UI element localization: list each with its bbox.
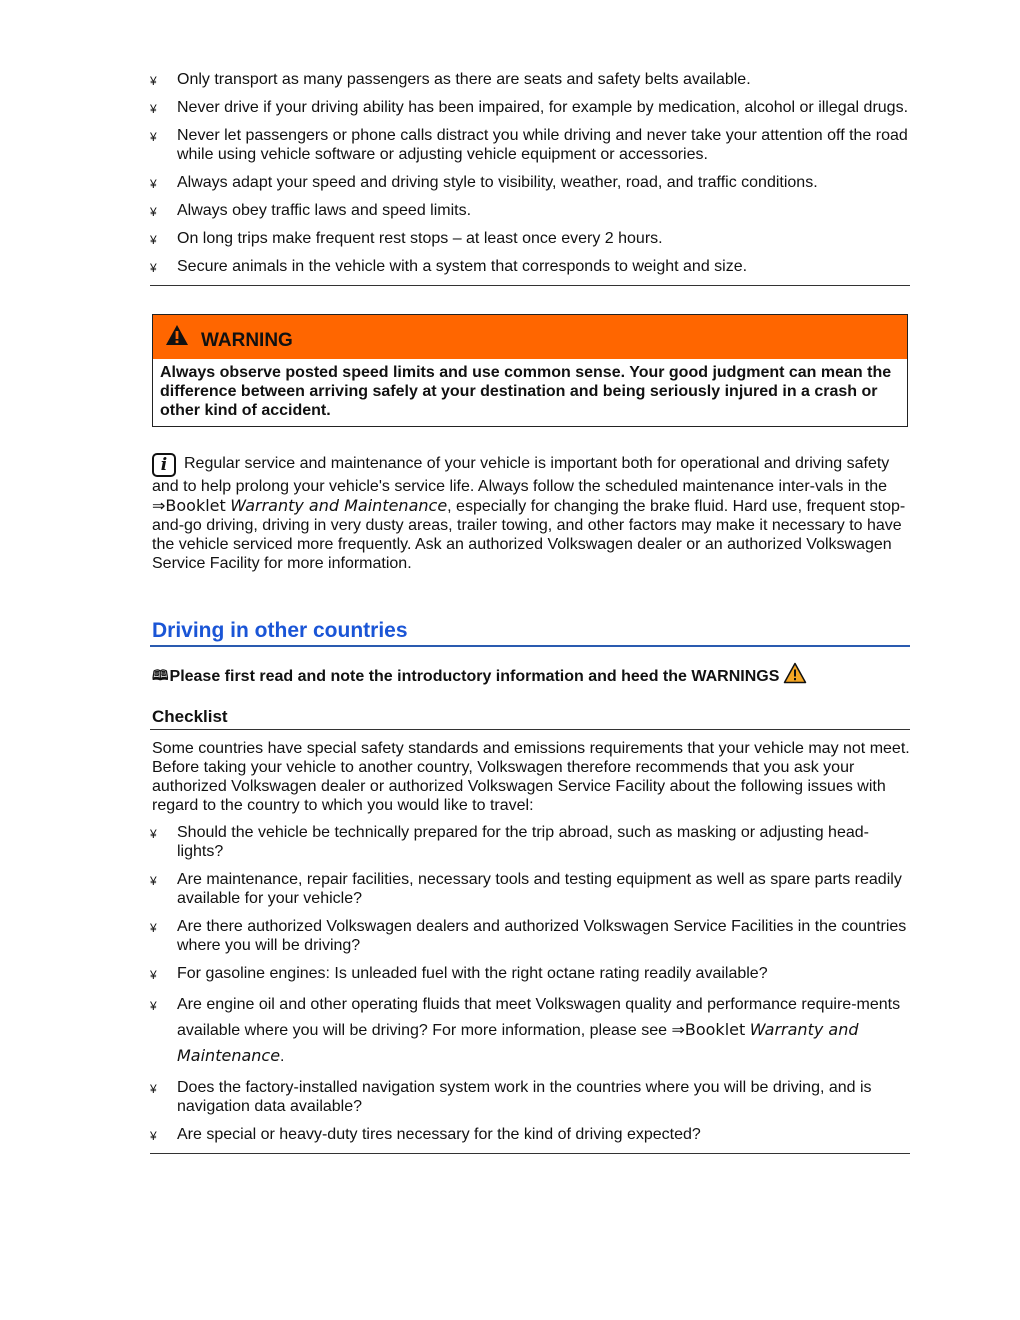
warning-triangle-icon [165,324,189,346]
cross-reference-arrow: ⇒ [152,498,166,515]
bullet-marker: ¥ [150,102,157,116]
bullet-marker: ¥ [150,999,157,1013]
list-item: ¥ Never let passengers or phone calls distract you while driving and never take your attention off the road while using vehicle software or adjusting vehicle equipment or accessories. [150,127,908,163]
warning-triangle-icon [783,662,807,684]
cross-reference-arrow: ⇒ [671,1022,685,1039]
list-item: ¥ Are engine oil and other operating fluids that meet Volkswagen quality and performance require-ments available where you will be driving? For more information, please see ⇒Booklet Warranty and Maintenance. [150,996,901,1065]
bullet-marker: ¥ [150,1082,157,1096]
warning-title: WARNING [201,330,293,351]
bullet-marker: ¥ [150,827,157,841]
warning-header [153,315,907,359]
checklist-heading: Checklist [150,707,910,730]
list-item: ¥ For gasoline engines: Is unleaded fuel with the right octane rating readily available? [150,964,910,983]
bullet-marker: ¥ [150,74,157,88]
list-item: ¥ Does the factory-installed navigation system work in the countries where you will be driving, and is navigation data available? [150,1079,872,1115]
list-item: ¥ Always adapt your speed and driving style to visibility, weather, road, and traffic conditions. [150,173,910,192]
list-item: ¥ Only transport as many passengers as there are seats and safety belts available. [150,70,910,89]
safety-bullet-list [150,70,910,276]
list-item: ¥ Are maintenance, repair facilities, necessary tools and testing equipment as well as spare parts readily available for your vehicle? [150,871,902,907]
bullet-marker: ¥ [150,233,157,247]
cross-reference-book: Booklet [165,496,226,515]
info-icon: i [152,453,176,477]
bullet-marker: ¥ [150,968,157,982]
warning-box [152,314,908,427]
list-item: ¥ On long trips make frequent rest stops – at least once every 2 hours. [150,229,910,248]
bullet-marker: ¥ [150,874,157,888]
list-item: ¥ Never drive if your driving ability has been impaired, for example by medication, alcohol or illegal drugs. [150,98,910,117]
bullet-marker: ¥ [150,130,157,144]
book-icon: 🕮 [152,667,169,683]
page-content [150,70,910,1154]
bullet-marker: ¥ [150,205,157,219]
list-item: ¥ Are special or heavy-duty tires necessary for the kind of driving expected? [150,1125,910,1144]
checklist [150,823,910,1144]
list-item: ¥ Are there authorized Volkswagen dealers and authorized Volkswagen Service Facilities in the countries where you will be driving? [150,918,907,954]
list-item: ¥ Secure animals in the vehicle with a system that corresponds to weight and size. [150,257,910,276]
service-note: i Regular service and maintenance of your vehicle is important both for operational and driving safety and to help prolong your vehicle's service life. Always follow the scheduled maintenance inter-vals in the ⇒Booklet Warranty and Maintenance, especially for changing the brake fluid. Hard use, frequent stop-and-go driving, driving in very dusty areas, trailer towing, and other factors may make it necessary to have the vehicle serviced more frequently. Ask an authorized Volkswagen dealer or an authorized Volkswagen Service Facility for more information. [152,455,906,572]
list-item: ¥ Should the vehicle be technically prepared for the trip abroad, such as masking or adjusting head-lights? [150,824,869,860]
cross-reference-title: Warranty and Maintenance [177,1020,859,1065]
warning-text: Always observe posted speed limits and use common sense. Your good judgment can mean the difference between arriving safely at your destination and being seriously injured in a crash or other kind of accident. [160,364,892,419]
intro-note: 🕮 Please first read and note the introductory information and heed the WARNINGS [150,665,910,689]
checklist-intro: Some countries have special safety standards and emissions requirements that your vehicle may not meet. Before taking your vehicle to another country, Volkswagen therefore recommends that you ask your authorized Volkswagen dealer or authorized Volkswagen Service Facility about the following issues with regard to the country to which you would like to travel: [152,740,910,814]
section-divider [150,1153,910,1154]
section-divider [150,285,910,286]
bullet-marker: ¥ [150,177,157,191]
cross-reference-title: Warranty and Maintenance [230,496,448,515]
bullet-marker: ¥ [150,1129,157,1143]
cross-reference-book: Booklet [684,1020,746,1039]
bullet-marker: ¥ [150,261,157,275]
list-item: ¥ Always obey traffic laws and speed limits. [150,201,910,220]
section-title: Driving in other countries [150,573,910,647]
bullet-marker: ¥ [150,921,157,935]
